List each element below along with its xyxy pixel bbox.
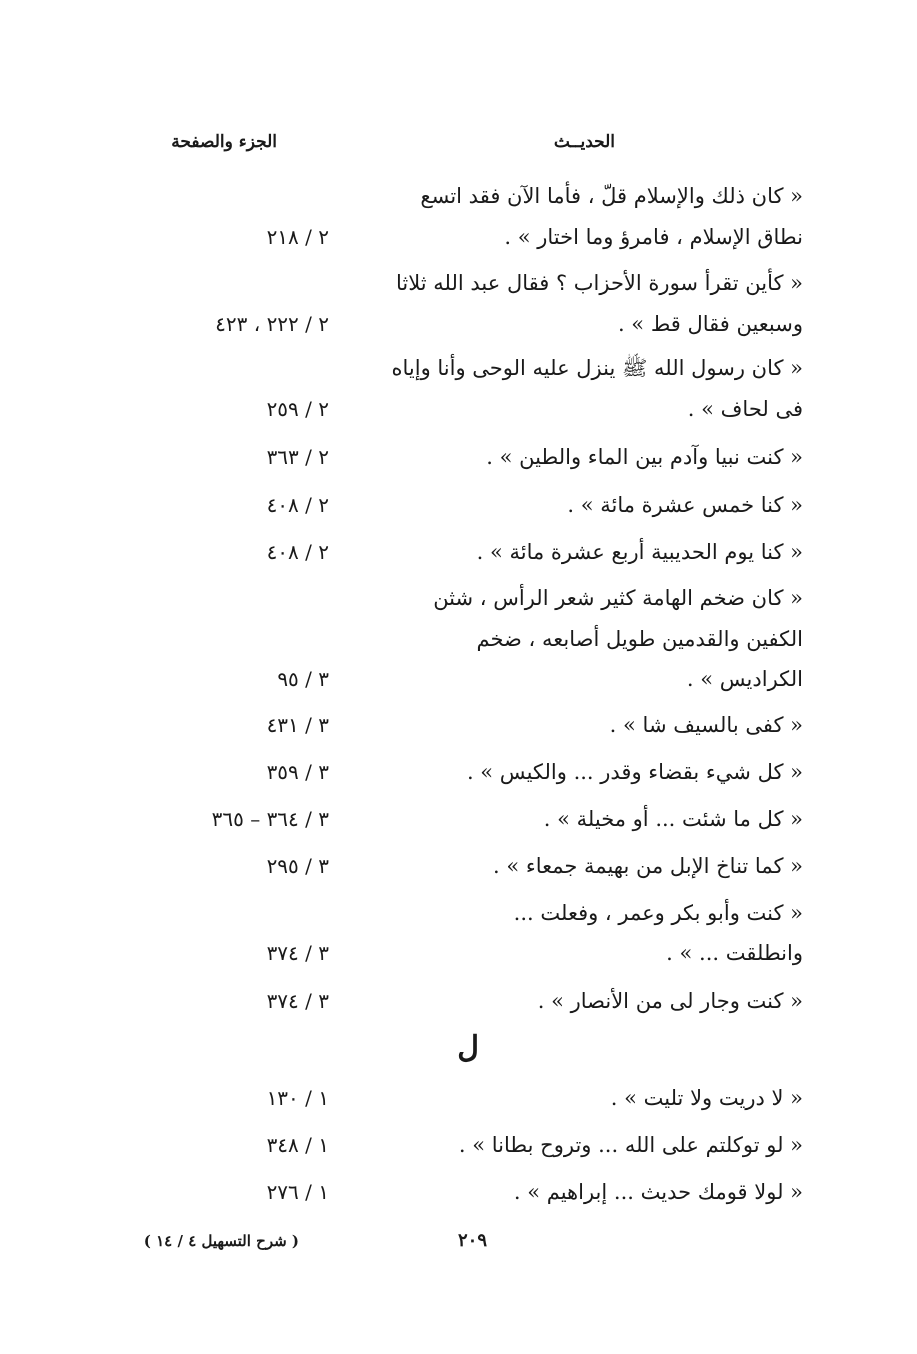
hadith-line: « كنت نبيا وآدم بين الماء والطين » . (486, 445, 803, 469)
volume-page-ref: ٢ / ٣٦٣ (266, 445, 329, 469)
page-number: ٢٠٩ (457, 1230, 487, 1251)
volume-page-ref: ٣ / ٩٥ (277, 667, 329, 691)
volume-page-ref: ٣ / ٣٧٤ (266, 989, 329, 1013)
volume-page-ref: ٣ / ٣٦٤ – ٣٦٥ (211, 807, 329, 831)
hadith-line: « كل ما شئت ... أو مخيلة » . (543, 807, 803, 831)
column-header-hadith: الحديــث (553, 132, 615, 152)
volume-page-ref: ٢ / ٢١٨ (266, 225, 329, 249)
hadith-line: نطاق الإسلام ، فامرؤ وما اختار » . (504, 225, 803, 249)
volume-page-ref: ٢ / ٤٠٨ (266, 493, 329, 517)
footer-note: ( شرح التسهيل ٤ / ١٤ ) (143, 1232, 299, 1250)
column-header-volume-page: الجزء والصفحة (171, 132, 277, 152)
volume-page-ref: ٢ / ٢٢٢ ، ٤٢٣ (215, 312, 329, 336)
hadith-line: « كان ذلك والإسلام قلّ ، فأما الآن فقد اتسع (420, 184, 803, 208)
volume-page-ref: ١ / ١٣٠ (266, 1086, 329, 1110)
volume-page-ref: ٣ / ٤٣١ (266, 713, 329, 737)
hadith-line: « كأين تقرأ سورة الأحزاب ؟ فقال عبد الله ثلاثا (395, 271, 803, 295)
volume-page-ref: ٣ / ٢٩٥ (266, 854, 329, 878)
hadith-line: « لا دريت ولا تليت » . (610, 1086, 803, 1110)
section-letter: ل (457, 1030, 479, 1065)
hadith-line: وانطلقت ... » . (666, 941, 803, 965)
hadith-line: « لو توكلتم على الله ... وتروح بطانا » . (458, 1133, 803, 1157)
hadith-line: « كنا يوم الحديبية أربع عشرة مائة » . (476, 540, 803, 564)
hadith-line: « كان ضخم الهامة كثير شعر الرأس ، شثن (433, 586, 803, 610)
hadith-line: « لولا قومك حديث ... إبراهيم » . (513, 1180, 803, 1204)
hadith-line: « كنت وجار لى من الأنصار » . (537, 989, 803, 1013)
hadith-line: « كما تناخ الإبل من بهيمة جمعاء » . (492, 854, 803, 878)
hadith-line: « كنا خمس عشرة مائة » . (567, 493, 803, 517)
hadith-line: الكراديس » . (686, 667, 803, 691)
hadith-line: وسبعين فقال قط » . (617, 312, 803, 336)
volume-page-ref: ١ / ٣٤٨ (266, 1133, 329, 1157)
hadith-line: « كل شيء بقضاء وقدر ... والكيس » . (466, 760, 803, 784)
hadith-line: « كنت وأبو بكر وعمر ، وفعلت ... (513, 901, 803, 925)
volume-page-ref: ٢ / ٤٠٨ (266, 540, 329, 564)
volume-page-ref: ٢ / ٢٥٩ (266, 397, 329, 421)
hadith-line: فى لحاف » . (687, 397, 803, 421)
volume-page-ref: ١ / ٢٧٦ (266, 1180, 329, 1204)
volume-page-ref: ٣ / ٣٥٩ (266, 760, 329, 784)
hadith-line: « كان رسول الله ﷺ ينزل عليه الوحى وأنا وإياه (391, 356, 803, 380)
volume-page-ref: ٣ / ٣٧٤ (266, 941, 329, 965)
hadith-line: الكفين والقدمين طويل أصابعه ، ضخم (476, 627, 803, 651)
hadith-line: « كفى بالسيف شا » . (609, 713, 803, 737)
